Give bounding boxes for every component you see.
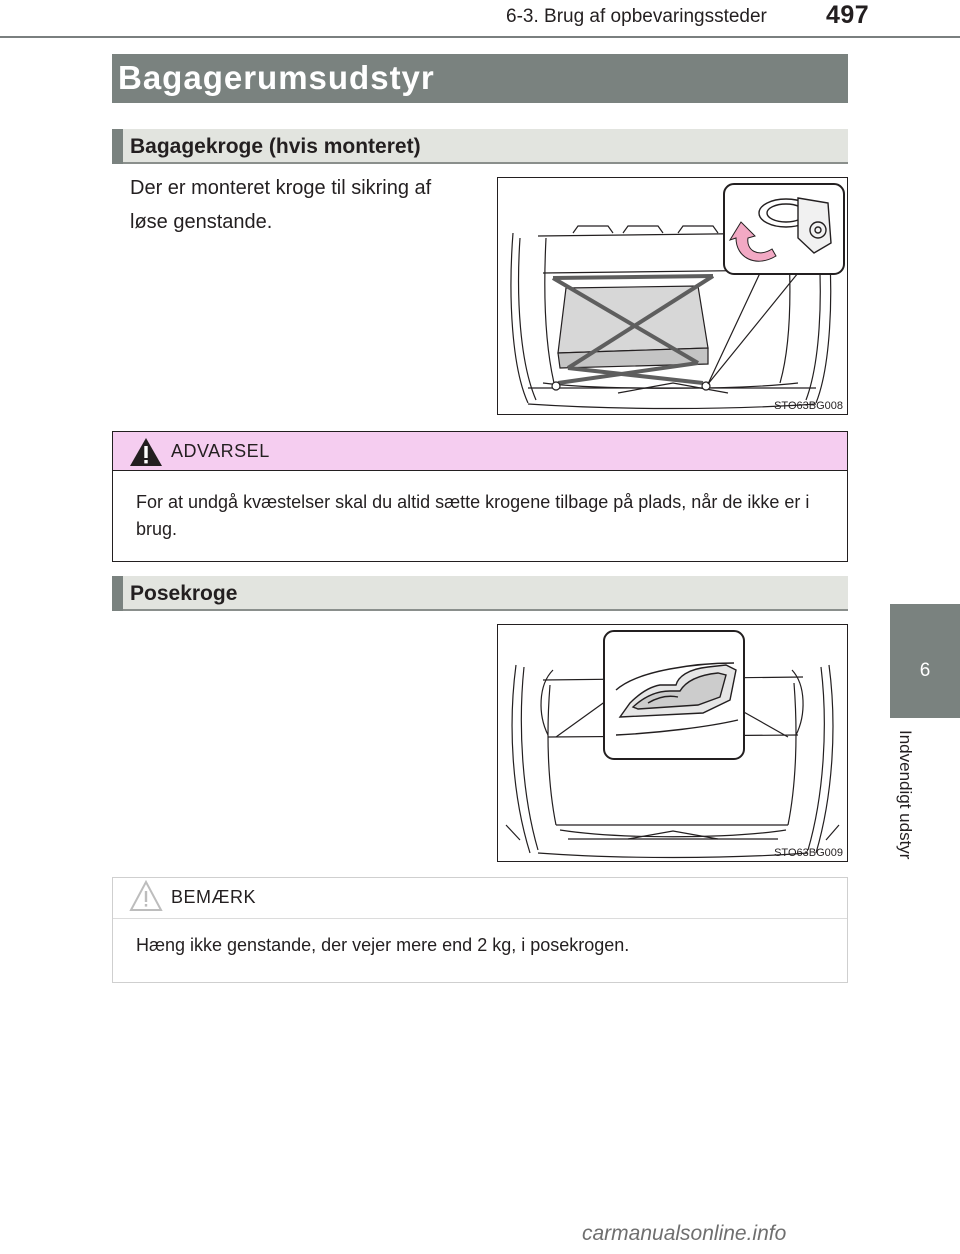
figure-code: STO63BG008 bbox=[774, 400, 843, 412]
notice-triangle-icon bbox=[129, 880, 163, 912]
subheading-bag-hooks: Posekroge bbox=[130, 582, 238, 605]
subheading-luggage-hooks: Bagagekroge (hvis monteret) bbox=[130, 135, 421, 158]
chapter-label: Indvendigt udstyr bbox=[896, 730, 915, 860]
page-title: Bagagerumsudstyr bbox=[118, 59, 435, 96]
warning-text: For at undgå kvæstelser skal du altid sætte krogene tilbage på plads, når de ikke er i brug. bbox=[136, 492, 810, 539]
body-text-luggage-hooks bbox=[130, 171, 431, 239]
body-line: løse genstande. bbox=[130, 211, 273, 233]
chapter-number: 6 bbox=[919, 660, 931, 681]
figure-bag-hooks bbox=[497, 624, 848, 862]
notice-separator bbox=[113, 918, 847, 919]
header-rule bbox=[0, 36, 960, 38]
watermark: carmanualsonline.info bbox=[582, 1222, 787, 1245]
figure-code: STO63BG009 bbox=[774, 847, 843, 859]
running-header-section: 6-3. Brug af opbevaringssteder bbox=[506, 6, 767, 27]
subheading-marker bbox=[112, 129, 123, 164]
warning-triangle-icon bbox=[129, 437, 163, 467]
body-line: Der er monteret kroge til sikring af bbox=[130, 177, 432, 199]
luggage-hooks-illustration bbox=[498, 178, 847, 414]
notice-label: BEMÆRK bbox=[171, 887, 257, 907]
notice-text: Hæng ikke genstande, der vejer mere end 2 kg, i posekrogen. bbox=[136, 935, 630, 955]
figure-luggage-hooks bbox=[497, 177, 848, 415]
page-number: 497 bbox=[826, 1, 870, 29]
warning-label: ADVARSEL bbox=[171, 441, 270, 461]
bag-hooks-illustration bbox=[498, 625, 847, 861]
subheading-marker bbox=[112, 576, 123, 611]
